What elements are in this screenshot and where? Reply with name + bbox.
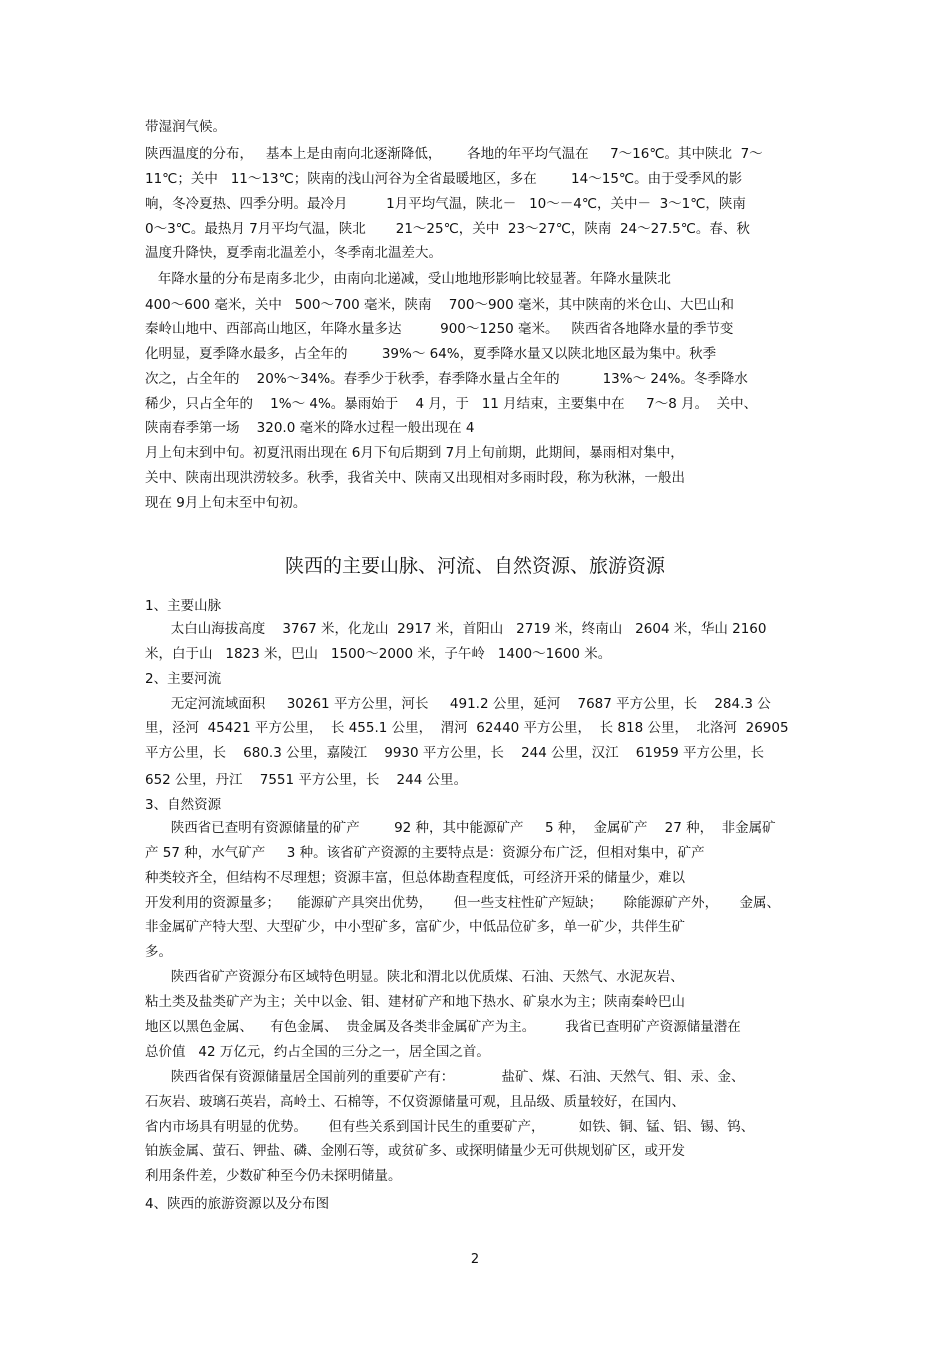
- paragraph-line: 石灰岩、玻璃石英岩，高岭土、石棉等，不仅资源储量可观，且品级、质量较好，在国内、: [145, 1094, 685, 1110]
- section-heading: 3、自然资源: [145, 797, 222, 813]
- page-number: 2: [470, 1252, 480, 1267]
- paragraph-line: 陕西温度的分布， 基本上是由南向北逐渐降低， 各地的年平均气温在 7～16℃。其中陕北 7～: [145, 146, 763, 162]
- paragraph-line: 陕西省保有资源储量居全国前列的重要矿产有： 盐矿、煤、石油、天然气、钼、汞、金、: [145, 1069, 745, 1085]
- paragraph-line: 400～600 毫米，关中 500～700 毫米，陕南 700～900 毫米，其中陕南的米仓山、大巴山和: [145, 297, 735, 313]
- section-title: 陕西的主要山脉、河流、自然资源、旅游资源: [284, 555, 665, 577]
- paragraph-line: 铂族金属、萤石、钾盐、磷、金刚石等，或贫矿多、或探明储量少无可供规划矿区，或开发: [145, 1143, 685, 1159]
- paragraph-line: 年降水量的分布是南多北少，由南向北递减，受山地地形影响比较显著。年降水量陕北: [145, 271, 671, 287]
- paragraph-line: 响，冬冷夏热、四季分明。最冷月 1月平均气温，陕北－ 10～－4℃，关中－ 3～1℃，陕南: [145, 196, 746, 212]
- paragraph-line: 产 57 种，水气矿产 3 种。该省矿产资源的主要特点是：资源分布广泛，但相对集中，矿产: [145, 845, 705, 861]
- paragraph-line: 0～3℃。最热月 7月平均气温，陕北 21～25℃，关中 23～27℃，陕南 24～27.5℃。春、秋: [145, 221, 750, 237]
- paragraph-line: 陕西省矿产资源分布区域特色明显。陕北和渭北以优质煤、石油、天然气、水泥灰岩、: [145, 969, 684, 985]
- paragraph-line: 开发利用的资源量多； 能源矿产具突出优势， 但一些支柱性矿产短缺； 除能源矿产外， 金属、: [145, 895, 781, 911]
- paragraph-line: 带湿润气候。: [145, 119, 226, 135]
- paragraph-line: 温度升降快，夏季南北温差小，冬季南北温差大。: [145, 245, 442, 261]
- paragraph-line: 稀少，只占全年的 1%～ 4%。暴雨始于 4 月，于 11 月结束，主要集中在 7～8 月。 关中、: [145, 396, 758, 412]
- paragraph-line: 平方公里，长 680.3 公里，嘉陵江 9930 平方公里，长 244 公里，汉江 61959 平方公里，长: [145, 745, 765, 761]
- paragraph-line: 米，白于山 1823 米，巴山 1500～2000 米，子午岭 1400～1600 米。: [145, 646, 612, 662]
- paragraph-line: 关中、陕南出现洪涝较多。秋季，我省关中、陕南又出现相对多雨时段，称为秋淋，一般出: [145, 470, 685, 486]
- paragraph-line: 粘土类及盐类矿产为主；关中以金、钼、建材矿产和地下热水、矿泉水为主；陕南秦岭巴山: [145, 994, 685, 1010]
- paragraph-line: 里，泾河 45421 平方公里， 长 455.1 公里， 渭河 62440 平方公里， 长 818 公里， 北洛河 26905: [145, 720, 789, 736]
- paragraph-line: 种类较齐全，但结构不尽理想；资源丰富，但总体勘查程度低，可经济开采的储量少，难以: [145, 870, 685, 886]
- paragraph-line: 次之，占全年的 20%～34%。春季少于秋季，春季降水量占全年的 13%～ 24%。冬季降水: [145, 371, 748, 387]
- paragraph-line: 非金属矿产特大型、大型矿少，中小型矿多，富矿少，中低品位矿多，单一矿少，共伴生矿: [145, 919, 685, 935]
- paragraph-line: 陕南春季第一场 320.0 毫米的降水过程一般出现在 4: [145, 420, 475, 436]
- section-heading: 1、主要山脉: [145, 598, 222, 614]
- paragraph-line: 月上旬末到中旬。初夏汛雨出现在 6月下旬后期到 7月上旬前期，此期间，暴雨相对集中，: [145, 445, 684, 461]
- paragraph-line: 太白山海拔高度 3767 米，化龙山 2917 米，首阳山 2719 米，终南山 2604 米，华山 2160: [145, 621, 767, 637]
- paragraph-line: 省内市场具有明显的优势。 但有些关系到国计民生的重要矿产， 如铁、铜、锰、铝、锡、钨、: [145, 1119, 755, 1135]
- paragraph-line: 陕西省已查明有资源储量的矿产 92 种，其中能源矿产 5 种， 金属矿产 27 种， 非金属矿: [145, 820, 776, 836]
- paragraph-line: 利用条件差，少数矿种至今仍未探明储量。: [145, 1168, 402, 1184]
- section-heading: 2、主要河流: [145, 671, 222, 687]
- section-heading: 4、陕西的旅游资源以及分布图: [145, 1196, 330, 1212]
- paragraph-line: 总价值 42 万亿元，约占全国的三分之一，居全国之首。: [145, 1044, 490, 1060]
- paragraph-line: 无定河流域面积 30261 平方公里，河长 491.2 公里，延河 7687 平方公里，长 284.3 公: [145, 696, 771, 712]
- paragraph-line: 现在 9月上旬末至中旬初。: [145, 495, 307, 511]
- paragraph-line: 化明显，夏季降水最多，占全年的 39%～ 64%，夏季降水量又以陕北地区最为集中。秋季: [145, 346, 717, 362]
- paragraph-line: 652 公里，丹江 7551 平方公里，长 244 公里。: [145, 772, 468, 788]
- paragraph-line: 11℃；关中 11～13℃；陕南的浅山河谷为全省最暖地区，多在 14～15℃。由于受季风的影: [145, 171, 743, 187]
- paragraph-line: 多。: [145, 944, 172, 960]
- paragraph-line: 地区以黑色金属、 有色金属、 贵金属及各类非金属矿产为主。 我省已查明矿产资源储量潜在: [145, 1019, 741, 1035]
- paragraph-line: 秦岭山地中、西部高山地区，年降水量多达 900～1250 毫米。 陕西省各地降水量的季节变: [145, 321, 734, 337]
